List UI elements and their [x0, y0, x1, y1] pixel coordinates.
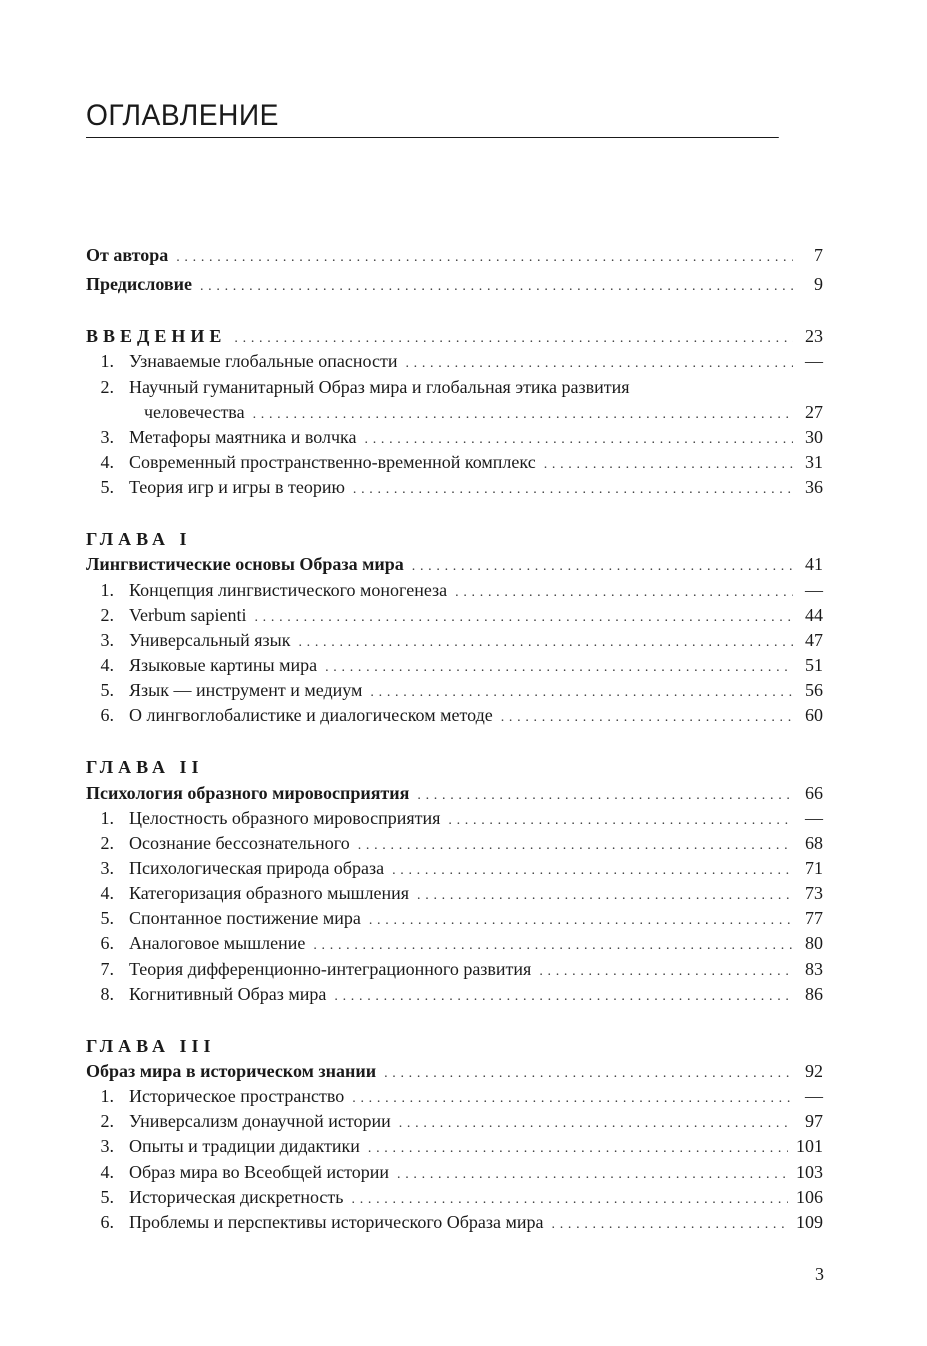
dot-leader	[501, 705, 793, 730]
toc-item-title: Теория игр и игры в теорию	[129, 477, 345, 498]
toc-item-number: 7.	[100, 958, 114, 979]
toc-item[interactable]	[86, 1160, 823, 1185]
toc-item-title: Языковые картины мира	[129, 654, 318, 675]
toc-item-number: 3.	[100, 426, 114, 447]
toc-item-title: Современный пространственно-временной комплекс	[129, 451, 536, 472]
toc-item-page: —	[805, 807, 823, 828]
toc-chapter-heading[interactable]	[86, 1059, 823, 1084]
toc-item[interactable]	[86, 906, 823, 931]
toc-item-page: 101	[796, 1136, 823, 1157]
toc-item[interactable]	[86, 603, 823, 628]
toc-item-title: Историческое пространство	[129, 1086, 345, 1107]
toc-item-title: Когнитивный Образ мира	[129, 983, 327, 1004]
toc-item-number: 2.	[100, 832, 114, 853]
toc-item-title: Язык — инструмент и медиум	[129, 680, 363, 701]
toc-item-page: 97	[805, 1111, 823, 1132]
chapter-label	[86, 755, 823, 780]
toc-item[interactable]	[86, 982, 823, 1007]
dot-leader	[539, 959, 793, 984]
toc-item-number: 6.	[100, 933, 114, 954]
toc-item-page: 103	[796, 1161, 823, 1182]
toc-item-number: 2.	[100, 1111, 114, 1132]
toc-item-number: 6.	[100, 1211, 114, 1232]
toc-item[interactable]	[86, 1185, 823, 1210]
chapter-label-text: ГЛАВА II	[86, 757, 204, 778]
dot-leader	[358, 833, 793, 858]
toc-item[interactable]	[86, 678, 823, 703]
page-number: 3	[815, 1264, 824, 1284]
toc-item[interactable]	[86, 1084, 823, 1109]
toc-item-page: 47	[805, 629, 823, 650]
toc-item-title: Историческая дискретность	[129, 1186, 344, 1207]
toc-item-number: 1.	[100, 1086, 114, 1107]
dot-leader	[325, 655, 793, 680]
toc-item-number: 3.	[100, 857, 114, 878]
toc-item-continuation[interactable]	[86, 400, 823, 425]
toc-item-page: 51	[805, 654, 823, 675]
toc-item-number: 4.	[100, 654, 114, 675]
toc-entry-author-foreword[interactable]	[86, 243, 823, 268]
chapter-page: 41	[805, 554, 823, 575]
toc-item-number: 1.	[100, 807, 114, 828]
toc-item-number: 5.	[100, 477, 114, 498]
dot-leader	[384, 1061, 793, 1086]
toc-item-title: Научный гуманитарный Образ мира и глобальная этика развития	[129, 376, 630, 397]
toc-entry-page: 9	[814, 274, 823, 295]
dot-leader	[253, 402, 793, 427]
toc-item[interactable]	[86, 1134, 823, 1159]
toc-item-page: —	[805, 351, 823, 372]
toc-item-title: Психологическая природа образа	[129, 857, 385, 878]
toc-item-title: Осознание бессознательного	[129, 832, 350, 853]
dot-leader	[176, 245, 793, 270]
toc-item-page: 30	[805, 426, 823, 447]
toc-item-number: 5.	[100, 908, 114, 929]
dot-leader	[448, 808, 793, 833]
toc-item-page: 106	[796, 1186, 823, 1207]
toc-item-page: 73	[805, 883, 823, 904]
toc-item-title: Verbum sapienti	[129, 604, 247, 625]
toc-item-title: Узнаваемые глобальные опасности	[129, 351, 398, 372]
dot-leader	[397, 1162, 788, 1187]
toc-item-number: 3.	[100, 1136, 114, 1157]
toc-chapter-heading[interactable]	[86, 552, 823, 577]
dot-leader	[399, 1111, 793, 1136]
toc-item-number: 4.	[100, 451, 114, 472]
toc-chapter-heading[interactable]	[86, 781, 823, 806]
toc-item[interactable]	[86, 1109, 823, 1134]
toc-item-page: 77	[805, 908, 823, 929]
dot-leader	[417, 883, 793, 908]
toc-item-page: 27	[805, 401, 823, 422]
toc-item-title: Аналоговое мышление	[129, 933, 306, 954]
toc-item-title: Метафоры маятника и волчка	[129, 426, 357, 447]
dot-leader	[298, 630, 793, 655]
toc-item[interactable]	[86, 831, 823, 856]
toc-item-number: 2.	[100, 376, 114, 397]
dot-leader	[417, 783, 793, 808]
section-heading: ВВЕДЕНИЕ	[86, 326, 227, 347]
dot-leader	[352, 1086, 793, 1111]
toc-item-number: 1.	[100, 351, 114, 372]
toc-item[interactable]	[86, 957, 823, 982]
toc-entry-preface[interactable]	[86, 272, 823, 297]
chapter-page: 66	[805, 782, 823, 803]
toc-item-page: 83	[805, 958, 823, 979]
toc-item[interactable]	[86, 375, 823, 400]
toc-item[interactable]	[86, 628, 823, 653]
toc-entry-title: Предисловие	[86, 274, 192, 295]
toc-item-number: 8.	[100, 983, 114, 1004]
toc-item[interactable]	[86, 425, 823, 450]
dot-leader	[313, 933, 793, 958]
toc-item-page: 109	[796, 1211, 823, 1232]
toc-item[interactable]	[86, 703, 823, 728]
dot-leader	[412, 554, 793, 579]
dot-leader	[234, 326, 793, 351]
toc-item-number: 1.	[100, 579, 114, 600]
toc-item-title: Спонтанное постижение мира	[129, 908, 361, 929]
chapter-label	[86, 527, 823, 552]
dot-leader	[352, 1187, 789, 1212]
toc-item[interactable]	[86, 931, 823, 956]
toc-item-number: 5.	[100, 1186, 114, 1207]
toc-item-title-continuation: человечества	[144, 401, 245, 422]
toc-item-title: Опыты и традиции дидактики	[129, 1136, 360, 1157]
toc-item-title: Концепция лингвистического моногенеза	[129, 579, 448, 600]
dot-leader	[405, 351, 793, 376]
dot-leader	[334, 984, 793, 1009]
toc-item-page: 80	[805, 933, 823, 954]
dot-leader	[370, 680, 793, 705]
toc-item-number: 3.	[100, 629, 114, 650]
toc-item-number: 2.	[100, 604, 114, 625]
toc-item[interactable]	[86, 578, 823, 603]
dot-leader	[200, 274, 793, 299]
chapter-label-text: ГЛАВА I	[86, 529, 192, 550]
dot-leader	[544, 452, 793, 477]
toc-item-page: 56	[805, 680, 823, 701]
toc-section-introduction[interactable]	[86, 324, 823, 349]
section-page: 23	[805, 326, 823, 347]
chapter-page: 92	[805, 1060, 823, 1081]
chapter-label	[86, 1034, 823, 1059]
dot-leader	[552, 1212, 788, 1237]
toc-item[interactable]	[86, 856, 823, 881]
toc-item[interactable]	[86, 1210, 823, 1235]
toc-item-title: Теория дифференционно-интеграционного развития	[129, 958, 532, 979]
toc-item-page: —	[805, 579, 823, 600]
toc-item-title: Образ мира во Всеобщей истории	[129, 1161, 390, 1182]
chapter-heading: Образ мира в историческом знании	[86, 1060, 377, 1081]
toc-item-title: Универсальный язык	[129, 629, 291, 650]
toc-item[interactable]	[86, 349, 823, 374]
chapter-label-text: ГЛАВА III	[86, 1035, 216, 1056]
toc-item-number: 4.	[100, 1161, 114, 1182]
toc-entry-page: 7	[814, 245, 823, 265]
dot-leader	[368, 1136, 788, 1161]
dot-leader	[392, 858, 793, 883]
toc-item-title: О лингвоглобалистике и диалогическом методе	[129, 705, 493, 726]
toc-item-page: 60	[805, 705, 823, 726]
toc-item-title: Универсализм донаучной истории	[129, 1111, 391, 1132]
toc-item-page: 86	[805, 983, 823, 1004]
toc-item-page: 68	[805, 832, 823, 853]
toc-item[interactable]	[86, 881, 823, 906]
toc-item-number: 5.	[100, 680, 114, 701]
toc-item-page: 31	[805, 451, 823, 472]
toc-item[interactable]	[86, 475, 823, 500]
dot-leader	[254, 605, 793, 630]
dot-leader	[369, 908, 793, 933]
toc-item[interactable]	[86, 450, 823, 475]
chapter-heading: Психология образного мировосприятия	[86, 782, 410, 803]
toc-item-page: 44	[805, 604, 823, 625]
toc-item[interactable]	[86, 806, 823, 831]
toc-item-title: Категоризация образного мышления	[129, 883, 410, 904]
dot-leader	[365, 427, 794, 452]
toc-item-page: 71	[805, 857, 823, 878]
toc-item[interactable]	[86, 653, 823, 678]
dot-leader	[353, 477, 793, 502]
toc-item-number: 6.	[100, 705, 114, 726]
dot-leader	[455, 580, 793, 605]
toc-item-page: —	[805, 1086, 823, 1107]
toc-entry-title: От автора	[86, 245, 169, 265]
chapter-heading: Лингвистические основы Образа мира	[86, 554, 404, 575]
toc-item-title: Проблемы и перспективы исторического Образа мира	[129, 1211, 544, 1232]
toc-item-page: 36	[805, 477, 823, 498]
toc-item-title: Целостность образного мировосприятия	[129, 807, 441, 828]
table-of-contents	[86, 243, 823, 1235]
page-title: ОГЛАВЛЕНИЕ	[86, 96, 779, 138]
toc-item-number: 4.	[100, 883, 114, 904]
